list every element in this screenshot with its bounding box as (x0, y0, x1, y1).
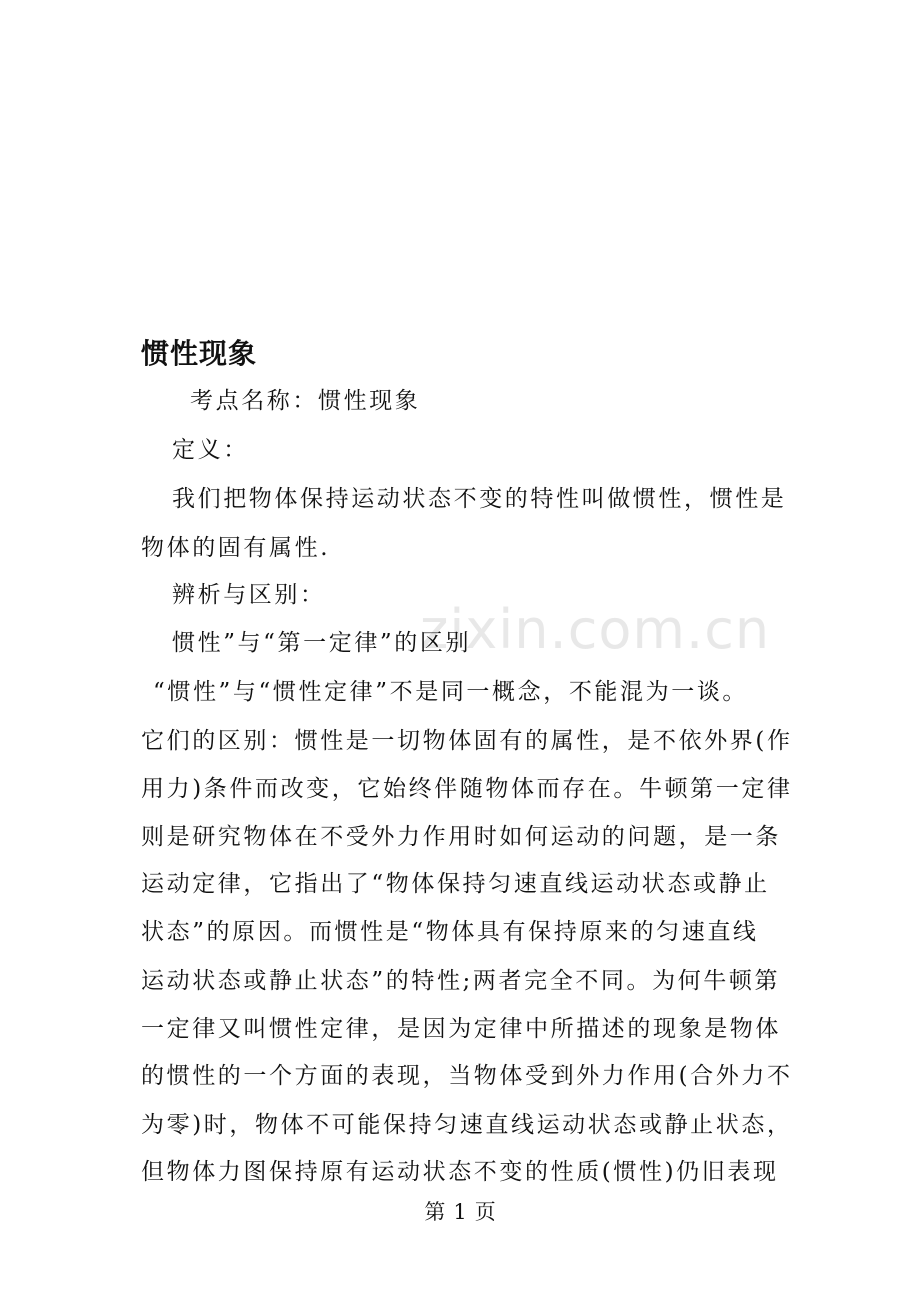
footer-suffix: 页 (474, 1200, 496, 1224)
footer-prefix: 第 (424, 1200, 446, 1224)
topic-name-line: 考点名称：惯性现象 (190, 388, 421, 414)
analysis-heading: 辨析与区别： (172, 582, 326, 608)
paragraph-line: 但物体力图保持原有运动状态不变的性质(惯性)仍旧表现 (141, 1159, 779, 1185)
paragraph-line: 运动状态或静止状态”的特性;两者完全不同。为何牛顿第 (141, 968, 781, 994)
page-footer (0, 1196, 920, 1226)
page-title: 惯性现象 (141, 337, 258, 370)
paragraph-line: 的惯性的一个方面的表现，当物体受到外力作用(合外力不 (141, 1063, 793, 1089)
paragraph-line: 物体的固有属性. (141, 535, 331, 561)
subheading-line: 惯性”与“第一定律”的区别 (172, 630, 472, 656)
paragraph-line: 状态”的原因。而惯性是“物体具有保持原来的匀速直线 (141, 919, 759, 945)
paragraph-line: 用力)条件而改变，它始终伴随物体而存在。牛顿第一定律 (141, 776, 793, 802)
page-number: 1 (453, 1200, 467, 1224)
paragraph-line: 一定律又叫惯性定律，是因为定律中所描述的现象是物体 (141, 1016, 781, 1042)
watermark: zixin.com.cn (420, 598, 771, 661)
paragraph-line: 运动定律，它指出了“物体保持匀速直线运动状态或静止 (141, 871, 770, 897)
paragraph-line: 则是研究物体在不受外力作用时如何运动的问题，是一条 (141, 824, 781, 850)
paragraph-line: 我们把物体保持运动状态不变的特性叫做惯性，惯性是 (172, 486, 787, 512)
definition-heading: 定义： (172, 437, 249, 463)
paragraph-line: “惯性”与“惯性定律”不是同一概念，不能混为一谈。 (153, 679, 749, 705)
paragraph-line: 它们的区别：惯性是一切物体固有的属性，是不依外界(作 (141, 728, 793, 754)
paragraph-line: 为零)时，物体不可能保持匀速直线运动状态或静止状态， (141, 1112, 793, 1138)
